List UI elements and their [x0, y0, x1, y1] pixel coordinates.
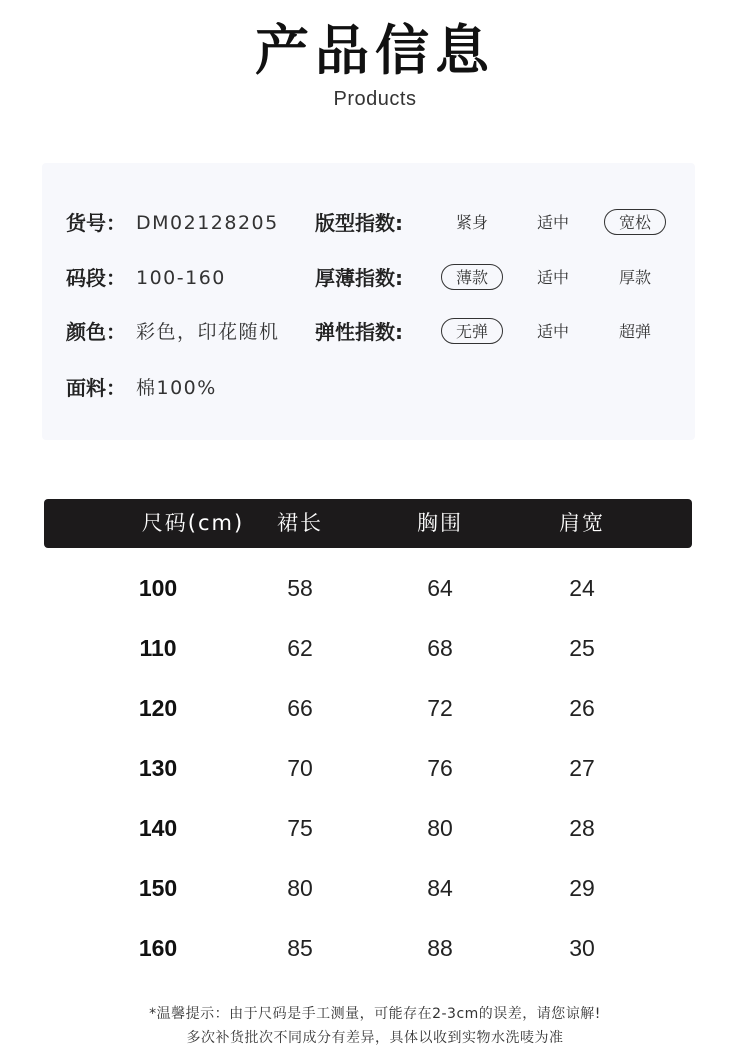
size-cell: 140 [138, 815, 178, 841]
length-cell: 75 [287, 815, 313, 841]
fit-option-tight: 紧身 [455, 213, 488, 232]
measurement-note: *温馨提示：由于尺码是手工测量，可能存在2-3cm的误差，请您谅解! [149, 1006, 601, 1022]
info-row-color [42, 317, 695, 347]
header-shoulder: 肩宽 [559, 511, 605, 535]
shoulder-cell: 30 [569, 935, 595, 961]
shoulder-cell: 27 [569, 755, 595, 781]
product-info-panel [42, 163, 695, 440]
color-label: 颜色： [66, 320, 126, 344]
size-cell: 150 [138, 875, 178, 901]
shoulder-cell: 29 [569, 875, 595, 901]
table-row [44, 568, 692, 608]
size-range-value: 100-160 [136, 267, 226, 289]
chest-cell: 88 [427, 935, 453, 961]
chest-cell: 80 [427, 815, 453, 841]
table-row [44, 688, 692, 728]
chest-cell: 72 [427, 695, 453, 721]
length-cell: 70 [287, 755, 313, 781]
info-row-fabric [42, 373, 695, 403]
shoulder-cell: 24 [569, 575, 595, 601]
size-table-header [44, 499, 692, 548]
thickness-option-medium: 适中 [536, 268, 569, 287]
shoulder-cell: 28 [569, 815, 595, 841]
fabric-value: 棉100% [136, 377, 217, 399]
size-cell: 110 [139, 635, 177, 661]
shoulder-cell: 26 [569, 695, 595, 721]
fit-index-label: 版型指数: [315, 211, 403, 235]
header-size: 尺码(cm) [141, 511, 245, 535]
size-cell: 130 [138, 755, 178, 781]
batch-note: 多次补货批次不同成分有差异，具体以收到实物水洗唛为准 [186, 1030, 564, 1046]
header-chest: 胸围 [417, 511, 463, 535]
elasticity-option-none: 无弹 [441, 318, 503, 344]
table-row [44, 628, 692, 668]
size-range-label: 码段： [66, 266, 126, 290]
thickness-index-label: 厚薄指数: [315, 266, 403, 290]
table-row [44, 928, 692, 968]
item-no-value: DM02128205 [136, 212, 279, 234]
elasticity-option-high: 超弹 [618, 322, 651, 341]
size-cell: 160 [138, 935, 178, 961]
size-cell: 120 [138, 695, 178, 721]
length-cell: 80 [287, 875, 313, 901]
elasticity-index-label: 弹性指数: [315, 320, 403, 344]
thickness-option-thick: 厚款 [618, 268, 651, 287]
page-subtitle: Products [333, 88, 417, 110]
elasticity-option-medium: 适中 [536, 322, 569, 341]
fit-option-regular: 适中 [536, 213, 569, 232]
shoulder-cell: 25 [569, 635, 595, 661]
table-row [44, 748, 692, 788]
fit-option-loose: 宽松 [604, 209, 666, 235]
size-cell: 100 [138, 575, 178, 601]
info-row-size-range [42, 263, 695, 293]
thickness-option-thin: 薄款 [441, 264, 503, 290]
chest-cell: 76 [427, 755, 453, 781]
item-no-label: 货号： [66, 211, 126, 235]
length-cell: 66 [287, 695, 313, 721]
length-cell: 62 [287, 635, 313, 661]
table-row [44, 868, 692, 908]
header-length: 裙长 [277, 511, 323, 535]
color-value: 彩色，印花随机 [136, 321, 280, 343]
chest-cell: 64 [427, 575, 453, 601]
chest-cell: 84 [427, 875, 453, 901]
chest-cell: 68 [427, 635, 453, 661]
page-title: 产品信息 [255, 19, 495, 82]
length-cell: 58 [287, 575, 313, 601]
table-row [44, 808, 692, 848]
fabric-label: 面料： [66, 376, 126, 400]
info-row-item-no [42, 208, 695, 238]
length-cell: 85 [287, 935, 313, 961]
